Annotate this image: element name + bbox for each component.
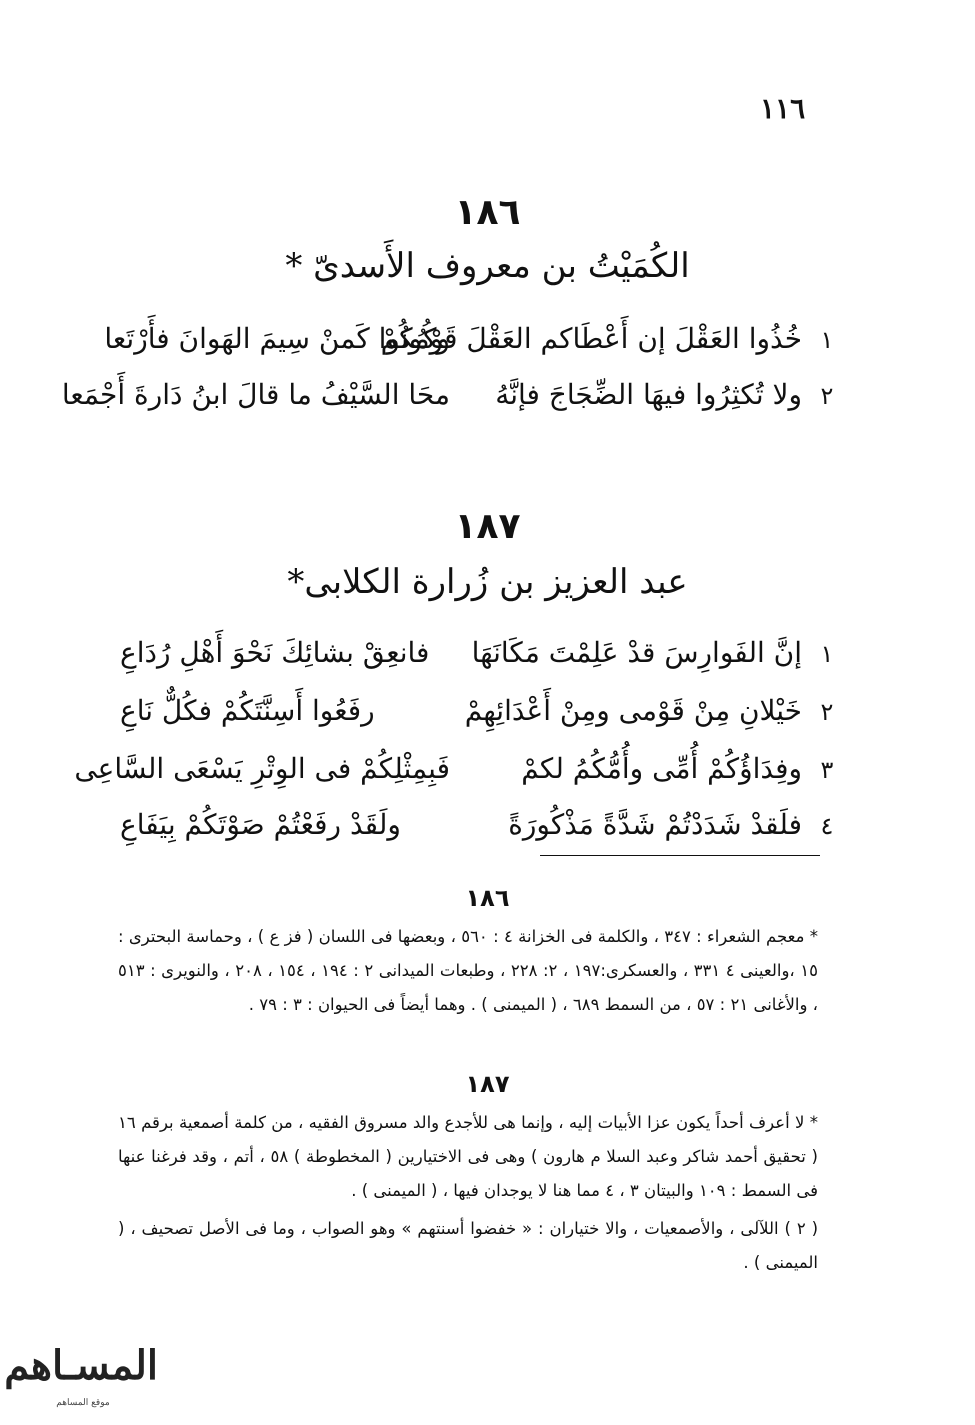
verse-first-hemistich: فلَقدْ شَدَدْتُمْ شَدَّةً مَذْكُورَةً bbox=[508, 808, 802, 841]
watermark-caption: موقع المساهم bbox=[56, 1398, 110, 1408]
verse-first-hemistich: خُذُوا العَقْلَ إن أَعْطَاكم العَقْلَ قَوْمُكُمْ bbox=[380, 322, 802, 355]
poet-name: الكُمَيْتُ بن معروف الأَسدىّ * bbox=[285, 246, 690, 286]
watermark-logo-text: المسـاهم bbox=[4, 1342, 158, 1389]
poem-number: ١٨٦ bbox=[454, 192, 521, 233]
verse-line bbox=[74, 752, 840, 796]
footnote-number: ١٨٧ bbox=[465, 1070, 510, 1098]
verse-second-hemistich: ولَقَدْ رفَعْتُمْ صَوْتَكُمْ بِيَفَاعِ bbox=[120, 808, 401, 841]
watermark-logo bbox=[4, 1342, 158, 1414]
verse-line bbox=[61, 378, 840, 422]
verse-number: ٤ bbox=[820, 812, 834, 840]
verse-number: ١ bbox=[820, 326, 834, 354]
verse-first-hemistich: وفِدَاؤُكُمْ أُمِّى وأُمُّكُمُ لكمْ bbox=[521, 752, 802, 785]
footnote-text: * معجم الشعراء : ٣٤٧ ، والكلمة فى الخزانة ٤ : ٥٦٠ ، وبعضها فى اللسان ( فز ع ) ، وحماسة البحترى : ١٥ ،والعينى ٤ ٣٣١ ، والعسكرى:١٩٧ ، ٢: ٢٢٨ ، وطبعات الميدانى ٢ : ١٩٤ ، ١٥٤ ، ٢٠٨ ، والنويرى : ٥١٣ ، والأغانى ٢١ : ٥٧ ، من السمط ٦٨٩ ، ( الميمنى ) . وهما أيضاً فى الحيوان : ٣ : ٧٩ . bbox=[118, 927, 818, 1014]
verse-line bbox=[120, 694, 840, 738]
verse-first-hemistich: ولا تُكثِرُوا فيهَا الضِّجَاجَ فإنَّهُ bbox=[495, 378, 802, 411]
verse-line bbox=[120, 636, 840, 680]
verse-second-hemistich: وكُونُوا كَمنْ سِيمَ الهَوانَ فأَرْتَعا bbox=[104, 322, 450, 355]
footnote-number: ١٨٦ bbox=[465, 884, 510, 912]
verse-first-hemistich: خَيْلانِ مِنْ قَوْمى ومِنْ أَعْدَائِهِمْ bbox=[464, 694, 802, 727]
page-number: ١١٦ bbox=[760, 92, 806, 125]
verse-second-hemistich: فَبِمِثْلِكُمْ فى الوِتْرِ يَسْعَى السَّاعِى bbox=[74, 752, 450, 785]
footnote-note: ( ٢ ) اللآلى ، والأصمعيات ، والا ختياران : « خفضوا أسنتهم » وهو الصواب ، وما فى الأصل تصحيف ، ( الميمنى ) . bbox=[118, 1219, 819, 1272]
verse-line bbox=[104, 322, 840, 366]
poet-name: عبد العزيز بن زُرارة الكلابى* bbox=[287, 562, 688, 602]
verse-number: ٢ bbox=[820, 382, 834, 410]
verse-first-hemistich: إنَّ الفَوارِسَ قدْ عَلِمْتَ مَكَانَهَا bbox=[471, 636, 802, 669]
verse-second-hemistich: محَا السَّيْفُ ما قالَ ابنُ دَارةَ أَجْمَعا bbox=[61, 378, 450, 411]
verse-number: ٢ bbox=[820, 698, 834, 726]
verse-second-hemistich: رفَعُوا أَسِنَّتَكُمْ فكُلٌّ نَاعِ bbox=[120, 694, 375, 727]
poem-number: ١٨٧ bbox=[454, 506, 521, 547]
footnote-text: * لا أعرف أحداً يكون عزا الأبيات إليه ، وإنما هى للأجدع والد مسروق الفقيه ، من كلمة أصمعية برقم ١٦ ( تحقيق أحمد شاكر وعبد السلا م هارون ) وهى فى الاختيارين ( المخطوطة ) ٥٨ ، أتم ، وقد فرغنا عنها فى السمط : ١٠٩ والبيتان ٣ ، ٤ مما هنا لا يوجدان فيها ، ( الميمنى ) . bbox=[118, 1113, 818, 1200]
verse-number: ٣ bbox=[820, 756, 834, 784]
verse-second-hemistich: فانعِقْ بشائِكَ نَحْوَ أَهْلِ رُدَاعِ bbox=[120, 636, 430, 669]
verse-number: ١ bbox=[820, 640, 834, 668]
footnote-separator bbox=[540, 855, 820, 856]
verse-line bbox=[120, 808, 840, 852]
